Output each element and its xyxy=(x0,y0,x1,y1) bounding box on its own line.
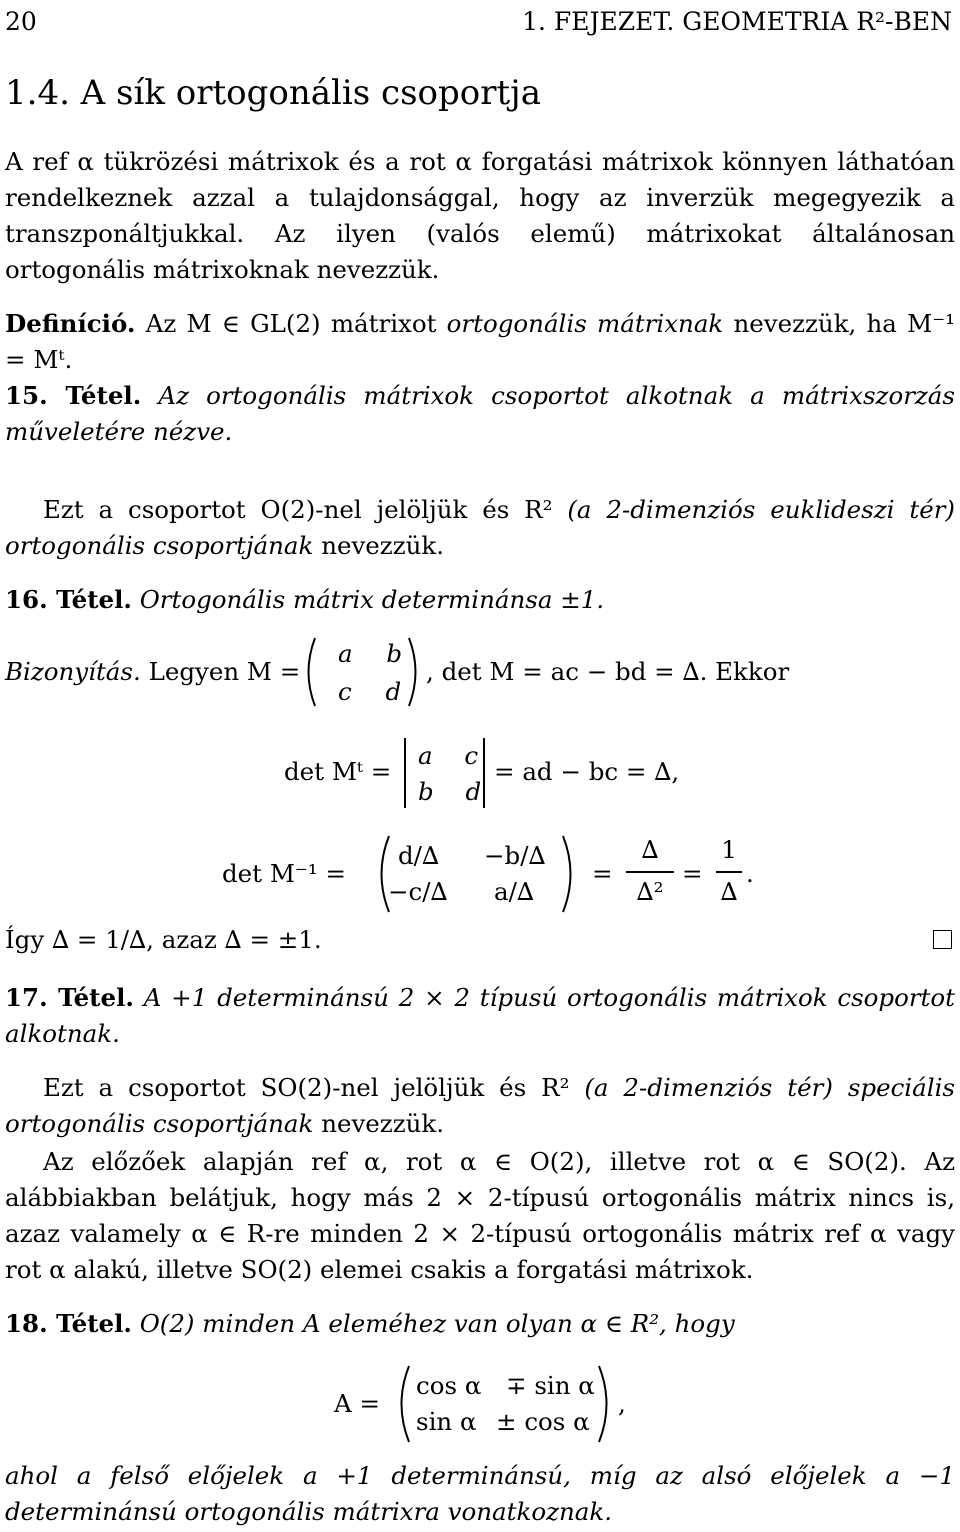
theorem-16 xyxy=(5,582,955,618)
theorem-16-text: Ortogonális mátrix determinánsa ±1. xyxy=(139,585,605,614)
intro-paragraph: A ref α tükrözési mátrixok és a rot α forgatási mátrixok könnyen láthatóan rendelkeznek azzal a tulajdonsággal, hogy az inverzük megegyezik a transzponáltjukkal. Az ilyen (valós elemű) mátrixokat általánosan ortogonális mátrixoknak nevezzük. xyxy=(5,147,955,284)
matrix-m-row-2 xyxy=(338,674,401,710)
frac1-den: ∆² xyxy=(636,877,664,906)
proof-opening xyxy=(5,654,300,690)
inv-b: −b/∆ xyxy=(484,841,546,870)
proof-label: Bizonyítás. xyxy=(5,657,141,686)
proof-lead: Legyen M = xyxy=(148,657,301,686)
running-header: 1. FEJEZET. GEOMETRIA R²-BEN xyxy=(522,7,952,36)
so2-text-c: nevezzük. xyxy=(321,1109,445,1138)
formula-cos: cos α xyxy=(416,1371,482,1400)
det-row-2 xyxy=(418,774,481,810)
definition-label: Definíció. xyxy=(5,309,136,338)
page-number: 20 xyxy=(5,7,37,36)
frac2-den: ∆ xyxy=(720,877,738,906)
matrix-m-c: c xyxy=(338,677,352,706)
definition-text-b: nevezzük, ha M⁻¹ = Mᵗ. xyxy=(5,309,955,374)
definition-text-a: Az M ∈ GL(2) mátrixot xyxy=(145,309,437,338)
eq2-end: . xyxy=(746,859,754,888)
frac1-num: ∆ xyxy=(641,835,659,864)
proof-tail: , det M = ac − bd = ∆. Ekkor xyxy=(426,657,790,686)
matrix-m-b: b xyxy=(386,639,403,668)
theorem-17 xyxy=(5,980,955,1052)
matrix-left-paren xyxy=(300,636,318,708)
det-bar-right xyxy=(483,738,485,808)
theorem-18 xyxy=(5,1306,955,1342)
o2-paragraph xyxy=(5,492,955,564)
proof-conclusion: Így ∆ = 1/∆, azaz ∆ = ±1. xyxy=(5,925,322,954)
det-b: b xyxy=(418,777,434,806)
det-row-1 xyxy=(418,738,478,774)
so2-paragraph xyxy=(5,1070,955,1142)
det-a: a xyxy=(418,741,433,770)
formula-end: , xyxy=(618,1389,626,1418)
matrix-right-paren xyxy=(406,636,424,708)
det-c: c xyxy=(464,741,479,770)
formula-pm-cos: ± cos α xyxy=(496,1407,590,1436)
theorem-18-text: O(2) minden A eleméhez van olyan α ∈ R², hogy xyxy=(139,1309,735,1338)
o2-text-a: Ezt a csoportot O(2)-nel jelöljük és R² xyxy=(43,495,553,524)
theorem-16-label: 16. Tétel. xyxy=(5,585,132,614)
final-paragraph: ahol a felső előjelek a +1 determinánsú, míg az alsó előjelek a −1 determinánsú ortogonális mátrixra vonatkoznak. xyxy=(5,1461,955,1526)
eq2-equals-1: = xyxy=(592,859,613,888)
o2-text-c: nevezzük. xyxy=(321,531,445,560)
eq1-rhs: = ad − bc = ∆, xyxy=(494,757,680,786)
theorem-17-label: 17. Tétel. xyxy=(5,983,134,1012)
so2-text-a: Ezt a csoportot SO(2)-nel jelöljük és R² xyxy=(43,1073,570,1102)
theorem-15 xyxy=(5,378,955,450)
det-d: d xyxy=(465,777,482,806)
frac1-bar xyxy=(626,871,674,873)
theorem-15-label: 15. Tétel. xyxy=(5,381,142,410)
theorem-17-text: A +1 determinánsú 2 × 2 típusú ortogonális mátrixok csoportot alkotnak. xyxy=(5,983,955,1048)
eq1-lhs: det Mᵗ = xyxy=(284,757,392,786)
qed-square-icon xyxy=(933,930,952,949)
definition-block xyxy=(5,306,955,378)
matrix-m-a: a xyxy=(338,639,353,668)
matrix-m-row-1 xyxy=(338,636,402,672)
formula-left-paren xyxy=(392,1364,412,1444)
frac2-num: 1 xyxy=(721,835,737,864)
inverse-right-paren xyxy=(560,834,580,914)
definition-term: ortogonális mátrixnak xyxy=(446,309,724,338)
matrix-m-d: d xyxy=(385,677,402,706)
inv-d: d/∆ xyxy=(398,841,440,870)
formula-sin: sin α xyxy=(416,1407,477,1436)
section-title: 1.4. A sík ortogonális csoportja xyxy=(5,73,541,113)
formula-lhs: A = xyxy=(334,1389,381,1418)
consequence-paragraph: Az előzőek alapján ref α, rot α ∈ O(2), illetve rot α ∈ SO(2). Az alábbiakban belátjuk, hogy más 2 × 2-típusú ortogonális mátrix nincs is, azaz valamely α ∈ R-re minden 2 × 2-típusú ortogonális mátrix ref α vagy rot α alakú, illetve SO(2) elemei csakis a forgatási mátrixok. xyxy=(5,1147,955,1284)
formula-mp-sin: ∓ sin α xyxy=(506,1371,595,1400)
theorem-15-text: Az ortogonális mátrixok csoportot alkotnak a mátrixszorzás műveletére nézve. xyxy=(5,381,955,446)
eq2-equals-2: = xyxy=(682,859,703,888)
frac2-bar xyxy=(716,871,742,873)
inv-a: a/∆ xyxy=(494,877,534,906)
det-bar-left xyxy=(404,738,406,808)
theorem-18-label: 18. Tétel. xyxy=(5,1309,132,1338)
o2-text-b: (a 2-dimenziós euklideszi tér) ortogonális csoportjának xyxy=(5,495,955,560)
inv-c: −c/∆ xyxy=(388,877,448,906)
eq2-lhs: det M⁻¹ = xyxy=(222,859,346,888)
formula-right-paren xyxy=(596,1364,616,1444)
so2-text-b: (a 2-dimenziós tér) speciális ortogonális csoportjának xyxy=(5,1073,955,1138)
